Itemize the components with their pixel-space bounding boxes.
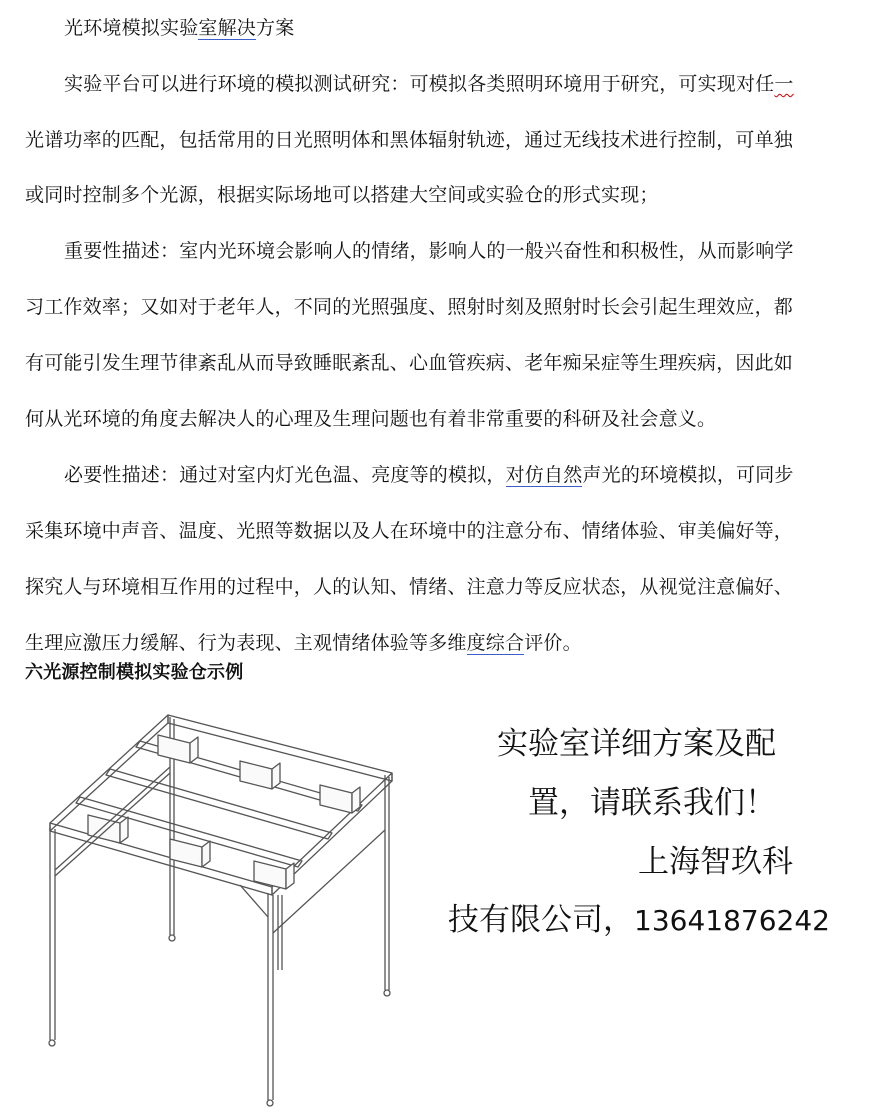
title-text-end: 方案 bbox=[256, 17, 295, 39]
paragraph-2-line-4: 何从光环境的角度去解决人的心理及生理问题也有着非常重要的科研及社会意义。 bbox=[25, 408, 717, 430]
paragraph-3-line-2: 采集环境中声音、温度、光照等数据以及人在环境中的注意分布、情绪体验、审美偏好等， bbox=[25, 520, 794, 542]
paragraph-2-line-2: 习工作效率；又如对于老年人，不同的光照强度、照射时刻及照射时长会引起生理效应，都 bbox=[25, 296, 794, 318]
paragraph-3-line-3: 探究人与环境相互作用的过程中，人的认知、情绪、注意力等反应状态，从视觉注意偏好、 bbox=[25, 576, 794, 598]
title-text: 光环境模拟实验 bbox=[64, 17, 199, 39]
light-chamber-frame-illustration bbox=[40, 705, 400, 1110]
p1-text: 实验平台可以进行环境的模拟测试研究：可模拟各类照明环境用于研究，可实现对任 bbox=[64, 73, 775, 95]
p3-text-end: 声光的环境模拟，可同步 bbox=[582, 464, 794, 486]
paragraph-2-line-3: 有可能引发生理节律紊乱从而导致睡眠紊乱、心血管疾病、老年痴呆症等生理疾病，因此如 bbox=[25, 352, 794, 374]
paragraph-3-line-4 bbox=[25, 631, 582, 655]
paragraph-1-line-3: 或同时控制多个光源，根据实际场地可以搭建大空间或实验仓的形式实现； bbox=[25, 184, 659, 206]
p3-l4-text-end: 评价。 bbox=[524, 632, 582, 654]
contact-line-2: 置，请联系我们！ bbox=[528, 785, 776, 821]
section-title: 六光源控制模拟实验仓示例 bbox=[25, 662, 244, 683]
paragraph-3-line-1 bbox=[64, 463, 794, 487]
contact-line-3: 上海智玖科 bbox=[638, 844, 793, 880]
p3-text: 必要性描述：通过对室内灯光色温、亮度等的模拟， bbox=[64, 464, 506, 486]
title-underlined-text: 室解决 bbox=[198, 17, 257, 39]
phone-number: 13641876242 bbox=[634, 904, 830, 937]
p3-l4-underlined-text: 度综合 bbox=[466, 632, 525, 654]
contact-line-4 bbox=[448, 901, 830, 940]
company-text: 技有限公司， bbox=[448, 902, 634, 938]
paragraph-2-line-1: 重要性描述：室内光环境会影响人的情绪，影响人的一般兴奋性和积极性，从而影响学 bbox=[64, 240, 794, 262]
spellcheck-flag: 一 bbox=[774, 73, 794, 95]
paragraph-1-line-2: 光谱功率的匹配，包括常用的日光照明体和黑体辐射轨迹，通过无线技术进行控制，可单独 bbox=[25, 129, 794, 151]
document-title bbox=[64, 16, 294, 40]
p3-l4-text: 生理应激压力缓解、行为表现、主观情绪体验等多维 bbox=[25, 632, 467, 654]
contact-line-1: 实验室详细方案及配 bbox=[497, 726, 776, 762]
p3-underlined-text: 对仿自然 bbox=[505, 464, 583, 486]
paragraph-1-line-1 bbox=[64, 72, 794, 96]
